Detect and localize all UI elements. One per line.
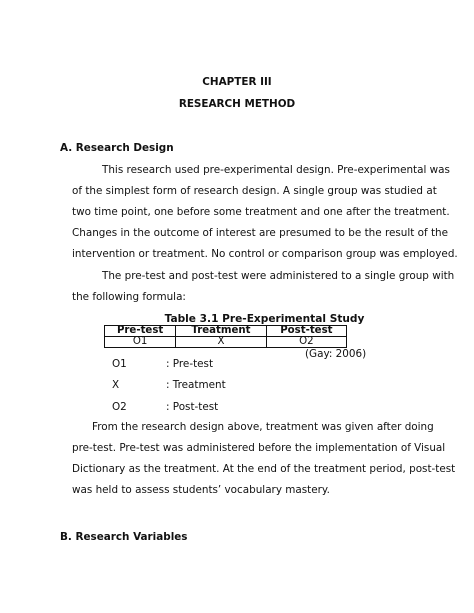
section-b-heading: B. Research Variables xyxy=(60,531,188,543)
paragraph-line: two time point, one before some treatment and one after the treatment. xyxy=(72,206,450,218)
chapter-title: RESEARCH METHOD xyxy=(178,98,296,110)
paragraph-line: intervention or treatment. No control or comparison group was employed. xyxy=(72,248,458,260)
legend-description: : Treatment xyxy=(166,379,226,391)
paragraph-line: was held to assess students’ vocabulary mastery. xyxy=(72,484,330,496)
legend-description: : Post-test xyxy=(166,401,219,413)
chapter-number: CHAPTER III xyxy=(202,76,272,88)
paragraph-line: Changes in the outcome of interest are presumed to be the result of the xyxy=(72,227,449,239)
legend-symbol: X xyxy=(112,379,120,391)
formula-table xyxy=(104,325,347,348)
table-header-row xyxy=(105,326,347,337)
table-row xyxy=(105,337,347,348)
legend-symbol: O2 xyxy=(112,401,127,413)
paragraph-formula-intro xyxy=(72,266,455,308)
table-header-cell: Treatment xyxy=(176,326,267,337)
paragraph-line: the following formula: xyxy=(72,291,186,303)
legend-symbol: O1 xyxy=(112,358,127,370)
paragraph-line: The pre-test and post-test were administered to a single group with xyxy=(102,270,455,282)
paragraph-design-explanation xyxy=(72,417,456,501)
table-header-cell: Post-test xyxy=(266,326,346,337)
table-cell: O1 xyxy=(105,337,176,348)
table-title: Table 3.1 Pre-Experimental Study xyxy=(164,313,365,325)
paragraph-line: pre-test. Pre-test was administered before the implementation of Visual xyxy=(72,442,446,454)
paragraph-line: Dictionary as the treatment. At the end of the treatment period, post-test xyxy=(72,463,456,475)
legend-description: : Pre-test xyxy=(166,358,214,370)
section-a-heading: A. Research Design xyxy=(60,142,174,154)
paragraph-line: This research used pre-experimental design. Pre-experimental was xyxy=(102,164,450,176)
table-source: (Gay: 2006) xyxy=(305,348,367,360)
paragraph-research-design xyxy=(72,160,458,265)
table-cell: O2 xyxy=(266,337,346,348)
table-cell: X xyxy=(176,337,267,348)
paragraph-line: From the research design above, treatment was given after doing xyxy=(92,421,434,433)
table-header-cell: Pre-test xyxy=(105,326,176,337)
paragraph-line: of the simplest form of research design. A single group was studied at xyxy=(72,185,437,197)
